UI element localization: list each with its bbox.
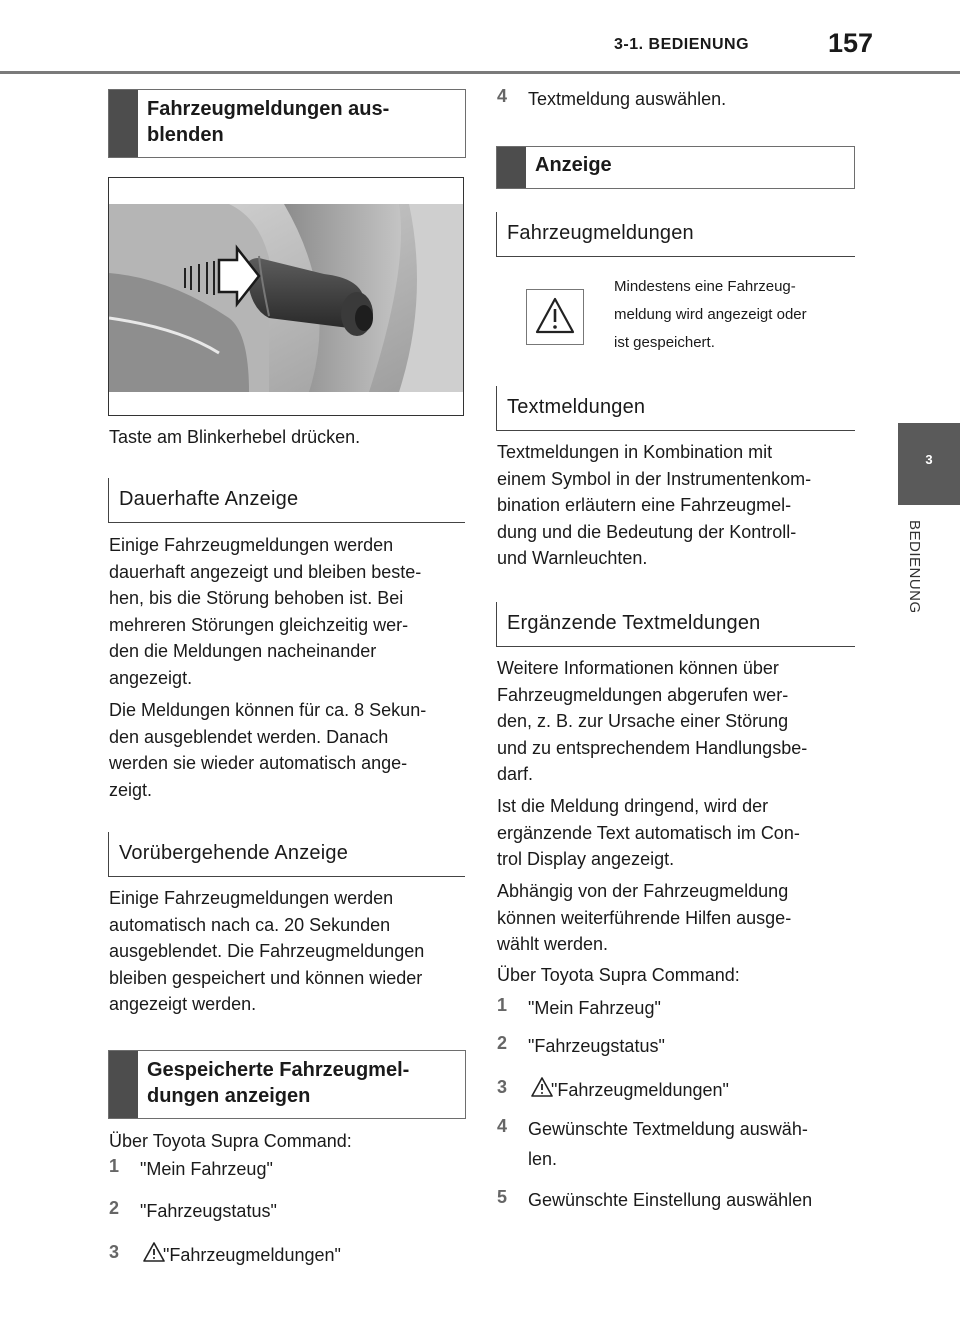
step-item (109, 1156, 273, 1179)
text-line: meldung wird angezeigt oder (614, 306, 807, 323)
step-number: 2 (497, 1033, 508, 1053)
page-number: 157 (828, 28, 874, 58)
text-line: Weitere Informationen können über (497, 658, 779, 678)
paragraph-permanent-2 (109, 697, 469, 803)
step-number: 4 (497, 1116, 508, 1136)
chapter-label: BEDIENUNG (906, 520, 923, 614)
step-text: "Mein Fahrzeug" (528, 998, 661, 1018)
heading-hide-messages (108, 89, 466, 158)
step-text: "Mein Fahrzeug" (140, 1159, 273, 1179)
heading-line: blenden (147, 124, 224, 146)
heading-line: Anzeige (535, 154, 612, 176)
text-line: mehreren Störungen gleichzeitig wer- (109, 614, 409, 635)
warning-triangle-icon (143, 1242, 165, 1262)
text-line: und Warnleuchten. (497, 548, 648, 568)
step-number: 2 (109, 1198, 120, 1218)
section-heading-text: Vorübergehende Anzeige (119, 842, 349, 864)
text-line: Gewünschte Textmeldung auswäh- (528, 1119, 808, 1139)
heading-vehicle-messages (496, 212, 855, 257)
paragraph-supplementary-2 (497, 793, 857, 873)
text-line: trol Display angezeigt. (497, 849, 675, 869)
header-rule (0, 71, 960, 74)
step-item (497, 86, 857, 107)
warning-triangle-icon (531, 1077, 553, 1097)
section-heading-text: Ergänzende Textmeldungen (507, 612, 761, 634)
paragraph-supplementary-3 (497, 878, 857, 958)
text-line: zeigt. (109, 779, 153, 800)
heading-text-messages (496, 386, 855, 431)
text-line: automatisch nach ca. 20 Sekunden (109, 914, 391, 935)
step-text: "Fahrzeugstatus" (140, 1201, 277, 1221)
text-line: wählt werden. (497, 934, 609, 954)
heading-permanent-display (108, 478, 465, 523)
text-line: bleiben gespeichert und können wieder (109, 967, 423, 988)
heading-display (496, 146, 855, 189)
text-line: Mindestens eine Fahrzeug- (614, 278, 796, 295)
heading-line: dungen anzeigen (147, 1085, 311, 1107)
step-item (109, 1242, 341, 1265)
text-line: Einige Fahrzeugmeldungen werden (109, 535, 394, 555)
paragraph-supplementary-1 (497, 655, 857, 788)
text-line: len. (528, 1149, 558, 1169)
text-line: ergänzende Text automatisch im Con- (497, 822, 800, 843)
heading-accent-bar (109, 1051, 138, 1118)
step-text: "Fahrzeugmeldungen" (551, 1080, 729, 1100)
text-line: Einige Fahrzeugmeldungen werden (109, 888, 394, 908)
heading-temporary-display (108, 832, 465, 877)
section-heading-text: Dauerhafte Anzeige (119, 488, 299, 510)
text-line: den ausgeblendet werden. Danach (109, 726, 389, 747)
command-intro: Über Toyota Supra Command: (109, 1131, 352, 1151)
heading-supplementary-messages (496, 602, 855, 647)
figure-caption: Taste am Blinkerhebel drücken. (109, 427, 361, 447)
step-number: 1 (109, 1156, 120, 1176)
text-line: dung und die Bedeutung der Kontroll- (497, 521, 797, 542)
text-line: Textmeldungen in Kombination mit (497, 442, 773, 462)
heading-accent-bar (109, 90, 138, 157)
step-text: "Fahrzeugstatus" (528, 1036, 665, 1056)
text-line: den, z. B. zur Ursache einer Störung (497, 711, 789, 731)
text-line: angezeigt. (109, 667, 193, 688)
heading-line: Gespeicherte Fahrzeugmel- (147, 1059, 410, 1081)
text-line: Die Meldungen können für ca. 8 Sekun- (109, 700, 427, 720)
section-heading-text: Textmeldungen (507, 396, 646, 418)
step-number: 4 (497, 86, 508, 106)
text-line: einem Symbol in der Instrumentenkom- (497, 468, 812, 489)
heading-accent-bar (497, 147, 526, 188)
text-line: Abhängig von der Fahrzeugmeldung (497, 881, 789, 901)
text-line: Ist die Meldung dringend, wird der (497, 796, 769, 816)
paragraph-permanent-1 (109, 532, 469, 691)
text-line: Fahrzeugmeldungen abgerufen wer- (497, 684, 789, 705)
step-item (497, 1116, 808, 1169)
warning-note (614, 273, 854, 357)
step-item (497, 995, 661, 1018)
text-line: angezeigt werden. (109, 994, 257, 1014)
paragraph-text-messages (497, 439, 857, 572)
step-item (497, 1187, 813, 1210)
step-number: 3 (497, 1077, 508, 1097)
text-line: dauerhaft angezeigt und bleiben beste- (109, 561, 422, 582)
heading-line: Fahrzeugmeldungen aus- (147, 98, 390, 120)
step-item (497, 1077, 729, 1100)
section-heading-text: Fahrzeugmeldungen (507, 222, 694, 244)
step-number: 1 (497, 995, 508, 1015)
warning-symbol-box (526, 289, 584, 345)
step-number: 3 (109, 1242, 120, 1262)
text-line: hen, bis die Störung behoben ist. Bei (109, 588, 404, 608)
warning-triangle-icon (535, 297, 575, 335)
step-item (109, 1198, 277, 1221)
step-text: Textmeldung auswählen. (528, 89, 727, 109)
indicator-stalk-figure (108, 177, 464, 416)
step-text (528, 1114, 808, 1174)
text-line: ist gespeichert. (614, 334, 715, 351)
text-line: werden sie wieder automatisch ange- (109, 753, 408, 773)
paragraph-temporary (109, 885, 469, 1018)
running-header-title: 3-1. BEDIENUNG (614, 36, 750, 53)
text-line: den die Meldungen nacheinander (109, 641, 377, 661)
text-line: können weiterführende Hilfen ausge- (497, 907, 792, 928)
text-line: und zu entsprechendem Handlungsbe- (497, 737, 808, 758)
step-text: Gewünschte Einstellung auswählen (528, 1190, 813, 1210)
chapter-number: 3 (925, 452, 933, 467)
text-line: ausgeblendet. Die Fahrzeugmeldungen (109, 941, 425, 961)
text-line: darf. (497, 764, 534, 784)
command-intro: Über Toyota Supra Command: (497, 965, 740, 985)
text-line: bination erläutern eine Fahrzeugmel- (497, 495, 792, 515)
step-text: "Fahrzeugmeldungen" (163, 1245, 341, 1265)
step-item (497, 1033, 665, 1056)
step-number: 5 (497, 1187, 508, 1207)
heading-show-stored-messages (108, 1050, 466, 1119)
